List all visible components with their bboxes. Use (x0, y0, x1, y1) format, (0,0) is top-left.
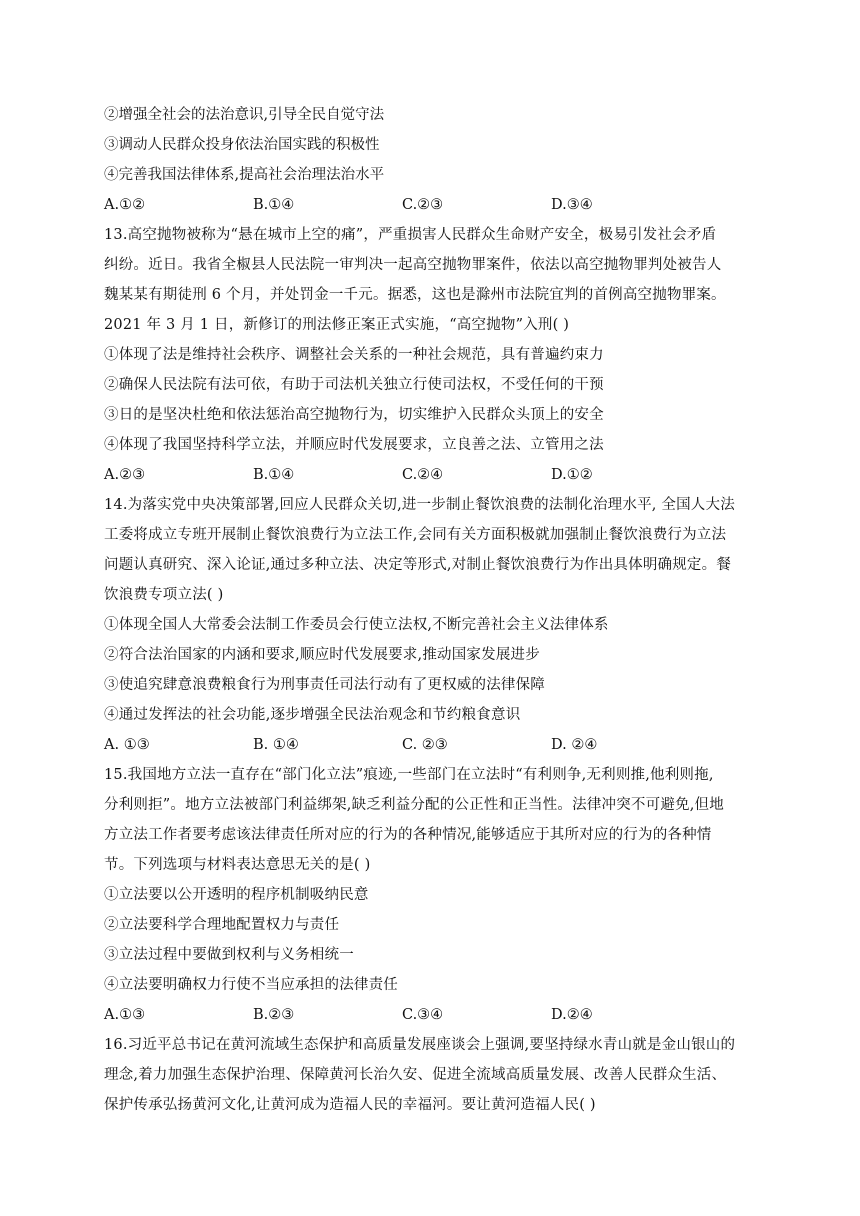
q13-stem-line: 魏某某有期徒刑 6 个月，并处罚金一千元。据悉，这也是滁州市法院宜判的首例高空抛物罪案。 (104, 287, 726, 303)
question-12-tail (104, 100, 784, 220)
q14-item-2: ②符合法治国家的内涵和要求,顺应时代发展要求,推动国家发展进步 (104, 647, 540, 663)
q14-item-4: ④通过发挥法的社会功能,逐步增强全民法治观念和节约粮食意识 (104, 707, 521, 723)
q16-stem-line: 理念,着力加强生态保护治理、保障黄河长治久安、促进全流域高质量发展、改善人民群众生活、 (104, 1067, 727, 1083)
q12-option-a: A.①② (104, 197, 146, 213)
q12-option-b: B.①④ (253, 197, 295, 213)
q14-option-b: B. ①④ (253, 737, 299, 753)
q13-option-a: A.②③ (104, 467, 146, 483)
q12-item-3: ③调动人民群众投身依法治国实践的积极性 (104, 137, 380, 153)
q15-options (104, 1000, 784, 1030)
q15-stem-line: 分利则拒”。地方立法被部门利益绑架,缺乏利益分配的公正性和正当性。法律冲突不可避免,但地 (104, 797, 724, 813)
q14-option-c: C. ②③ (402, 737, 448, 753)
exam-page (104, 100, 784, 1120)
q14-stem-line: 14.为落实党中央决策部署,回应人民群众关切,进一步制止餐饮浪费的法制化治理水平, 全国人大法 (104, 497, 735, 513)
q15-item-3: ③立法过程中要做到权利与义务相统一 (104, 947, 354, 963)
q13-stem-line: 13.高空抛物被称为“悬在城市上空的痛”，严重损害人民群众生命财产安全，极易引发社会矛盾 (104, 227, 717, 243)
q12-item-2: ②增强全社会的法治意识,引导全民自觉守法 (104, 107, 385, 123)
q15-option-d: D.②④ (551, 1007, 593, 1023)
q12-item-4: ④完善我国法律体系,提高社会治理法治水平 (104, 167, 385, 183)
q14-stem-line: 饮浪费专项立法( ) (104, 587, 224, 603)
q14-option-d: D. ②④ (551, 737, 598, 753)
q15-stem-line: 节。下列选项与材料表达意思无关的是( ) (104, 857, 371, 873)
q13-options (104, 460, 784, 490)
q15-stem-line: 方立法工作者要考虑该法律责任所对应的行为的各种情况,能够适应于其所对应的行为的各种情 (104, 827, 712, 843)
q13-option-b: B.①④ (253, 467, 295, 483)
q13-option-d: D.①② (551, 467, 593, 483)
q14-item-3: ③使追究肆意浪费粮食行为刑事责任司法行动有了更权威的法律保障 (104, 677, 545, 693)
q16-stem-line: 保护传承弘扬黄河文化,让黄河成为造福人民的幸福河。要让黄河造福人民( ) (104, 1097, 596, 1113)
q13-item-4: ④体现了我国坚持科学立法，并顺应时代发展要求，立良善之法、立管用之法 (104, 437, 604, 453)
q13-stem-line: 2021 年 3 月 1 日，新修订的刑法修正案正式实施，“高空抛物”入刑( ) (104, 317, 570, 333)
q15-item-4: ④立法要明确权力行使不当应承担的法律责任 (104, 977, 398, 993)
question-15 (104, 760, 784, 1030)
q12-options (104, 190, 784, 220)
q14-item-1: ①体现全国人大常委会法制工作委员会行使立法权,不断完善社会主义法律体系 (104, 617, 609, 633)
q12-option-c: C.②③ (402, 197, 444, 213)
question-16 (104, 1030, 784, 1120)
question-14 (104, 490, 784, 760)
q14-options (104, 730, 784, 760)
q15-item-1: ①立法要以公开透明的程序机制吸纳民意 (104, 887, 369, 903)
q15-item-2: ②立法要科学合理地配置权力与责任 (104, 917, 340, 933)
q15-option-c: C.③④ (402, 1007, 444, 1023)
q13-stem-line: 纠纷。近日。我省全椒县人民法院一审判决一起高空抛物罪案件，依法以高空抛物罪判处被告人 (104, 257, 722, 273)
q13-option-c: C.②④ (402, 467, 444, 483)
q15-option-a: A.①③ (104, 1007, 146, 1023)
q16-stem-line: 16.习近平总书记在黄河流域生态保护和高质量发展座谈会上强调,要坚持绿水青山就是金山银山的 (104, 1037, 736, 1053)
q13-item-1: ①体现了法是维持社会秩序、调整社会关系的一种社会规范，具有普遍约束力 (104, 347, 604, 363)
q12-option-d: D.③④ (551, 197, 593, 213)
q14-option-a: A. ①③ (104, 737, 150, 753)
q15-stem-line: 15.我国地方立法一直存在“部门化立法”痕迹,一些部门在立法时“有利则争,无利则推,他利则拖, (104, 767, 714, 783)
q14-stem-line: 工委将成立专班开展制止餐饮浪费行为立法工作,会同有关方面积极就加强制止餐饮浪费行为立法 (104, 527, 727, 543)
q13-item-2: ②确保人民法院有法可依，有助于司法机关独立行使司法权，不受任何的干预 (104, 377, 604, 393)
question-13 (104, 220, 784, 490)
q15-option-b: B.②③ (253, 1007, 295, 1023)
q14-stem-line: 问题认真研究、深入论证,通过多种立法、决定等形式,对制止餐饮浪费行为作出具体明确规定。餐 (104, 557, 732, 573)
q13-item-3: ③日的是坚决杜绝和依法惩治高空抛物行为，切实维护入民群众头顶上的安全 (104, 407, 604, 423)
